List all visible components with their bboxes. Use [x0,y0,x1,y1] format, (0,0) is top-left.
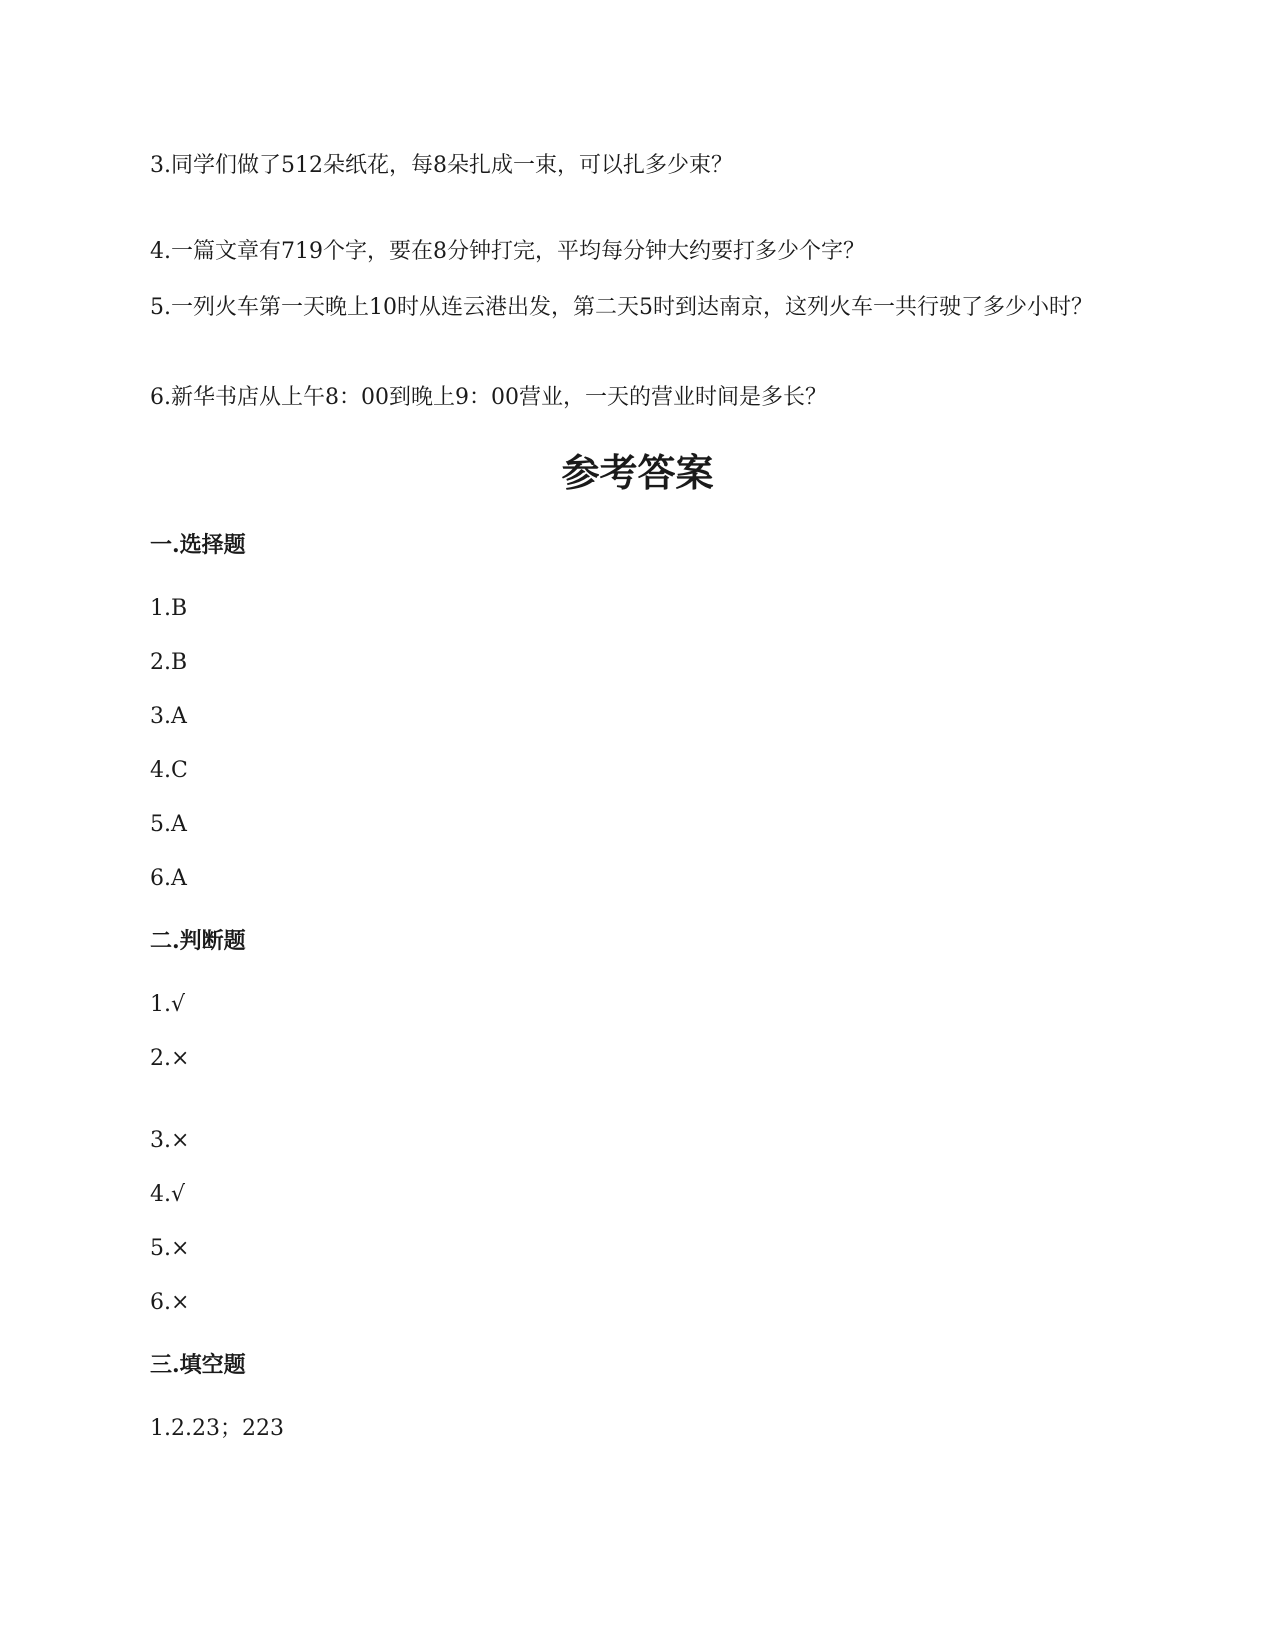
question-4: 4.一篇文章有719个字，要在8分钟打完，平均每分钟大约要打多少个字？ [150,239,865,264]
answer-item: 1.√ [150,992,186,1017]
answer-item: 6.× [150,1290,190,1315]
answer-item: 6.A [150,866,187,891]
answer-item: 1.B [150,596,188,621]
question-5: 5.一列火车第一天晚上10时从连云港出发，第二天5时到达南京，这列火车一共行驶了多少小时？ [150,295,1093,320]
answer-item: 3.× [150,1128,190,1153]
section-heading-choice: 一.选择题 [150,532,246,558]
answer-item: 2.B [150,650,188,675]
section-heading-fill-blank: 三.填空题 [150,1352,246,1378]
answer-item: 5.A [150,812,187,837]
answer-item: 3.A [150,704,187,729]
question-6: 6.新华书店从上午8：00到晚上9：00营业，一天的营业时间是多长？ [150,385,827,410]
answer-item: 4.√ [150,1182,186,1207]
question-3: 3.同学们做了512朵纸花，每8朵扎成一束，可以扎多少束？ [150,153,733,178]
answer-item: 4.C [150,758,188,783]
answer-title: 参考答案 [561,450,714,495]
section-heading-judgment: 二.判断题 [150,928,246,954]
answer-item: 5.× [150,1236,190,1261]
answer-item: 2.× [150,1046,190,1071]
answer-item: 1.2.23；223 [150,1416,284,1441]
